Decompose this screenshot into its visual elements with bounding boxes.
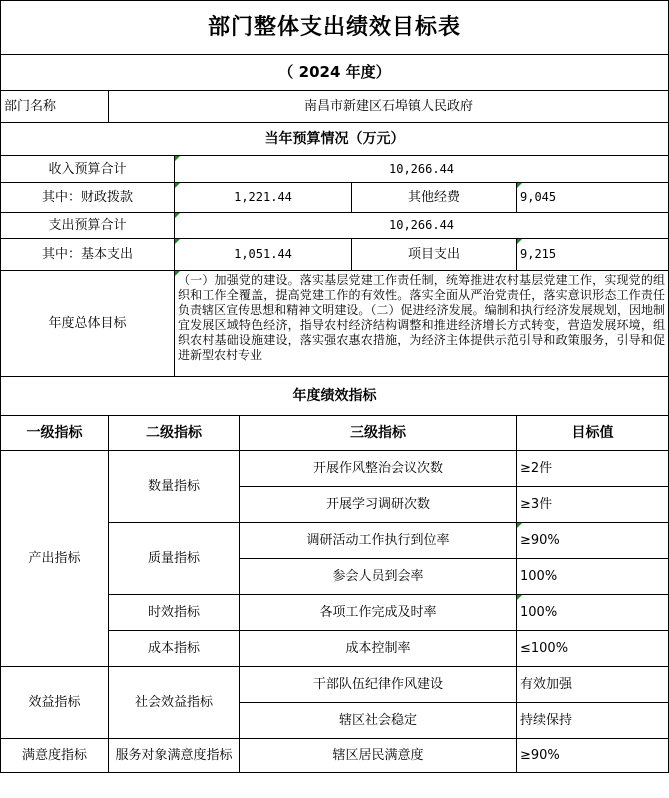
target-value: 100%	[517, 595, 669, 631]
header-level3: 三级指标	[240, 416, 517, 451]
target-value: ≥90%	[517, 523, 669, 559]
level2-social-benefit: 社会效益指标	[109, 667, 240, 739]
level3-indicator: 辖区社会稳定	[240, 703, 517, 739]
expense-total-value: 10,266.44	[175, 213, 669, 239]
project-expense-value: 9,215	[517, 239, 669, 271]
level3-indicator: 开展作风整治会议次数	[240, 451, 517, 487]
department-label: 部门名称	[1, 91, 109, 123]
target-value: 持续保持	[517, 703, 669, 739]
fiscal-label: 其中：财政拨款	[1, 183, 175, 213]
level2-timeliness: 时效指标	[109, 595, 240, 631]
target-value: 有效加强	[517, 667, 669, 703]
target-value: ≤100%	[517, 631, 669, 667]
basic-expense-value: 1,051.44	[175, 239, 352, 271]
level2-cost: 成本指标	[109, 631, 240, 667]
performance-section-title: 年度绩效指标	[1, 377, 669, 416]
level2-quantity: 数量指标	[109, 451, 240, 523]
income-total-value: 10,266.44	[175, 156, 669, 183]
year-label: （ 2024 年度）	[1, 55, 669, 91]
level1-benefit: 效益指标	[1, 667, 109, 739]
level3-indicator: 辖区居民满意度	[240, 739, 517, 773]
income-total-label: 收入预算合计	[1, 156, 175, 183]
level2-quality: 质量指标	[109, 523, 240, 595]
header-target: 目标值	[517, 416, 669, 451]
annual-goal-label: 年度总体目标	[1, 271, 175, 377]
other-funds-value: 9,045	[517, 183, 669, 213]
project-expense-label: 项目支出	[352, 239, 517, 271]
other-funds-label: 其他经费	[352, 183, 517, 213]
fiscal-value: 1,221.44	[175, 183, 352, 213]
annual-goal-cell	[175, 271, 669, 377]
page-title: 部门整体支出绩效目标表	[1, 1, 669, 55]
level2-service-satisfaction: 服务对象满意度指标	[109, 739, 240, 773]
level3-indicator: 调研活动工作执行到位率	[240, 523, 517, 559]
level3-indicator: 干部队伍纪律作风建设	[240, 667, 517, 703]
target-value: ≥2件	[517, 451, 669, 487]
header-level1: 一级指标	[1, 416, 109, 451]
level3-indicator: 参会人员到会率	[240, 559, 517, 595]
expense-total-label: 支出预算合计	[1, 213, 175, 239]
target-value: 100%	[517, 559, 669, 595]
target-value: ≥3件	[517, 487, 669, 523]
level3-indicator: 成本控制率	[240, 631, 517, 667]
header-level2: 二级指标	[109, 416, 240, 451]
department-value: 南昌市新建区石埠镇人民政府	[109, 91, 669, 123]
level1-output: 产出指标	[1, 451, 109, 667]
level3-indicator: 开展学习调研次数	[240, 487, 517, 523]
budget-section-title: 当年预算情况（万元）	[1, 123, 669, 156]
annual-goal-text: （一）加强党的建设。落实基层党建工作责任制，统筹推进农村基层党建工作，实现党的组织和工作全覆盖，提高党建工作的有效性。落实全面从严治党责任，落实意识形态工作责任负责辖区宣传思想和精神文明建设。（二）促进经济发展。编制和执行经济发展规划，因地制宜发展区域特色经济，指导农村经济结构调整和推进经济增长方式转变，营造发展环境，组织农村基础设施建设，落实强农惠农措施，为经济主体提供示范引导和政策服务，引导和促进新型农村专业	[178, 272, 666, 362]
level1-satisfaction: 满意度指标	[1, 739, 109, 773]
level3-indicator: 各项工作完成及时率	[240, 595, 517, 631]
basic-expense-label: 其中：基本支出	[1, 239, 175, 271]
target-value: ≥90%	[517, 739, 669, 773]
